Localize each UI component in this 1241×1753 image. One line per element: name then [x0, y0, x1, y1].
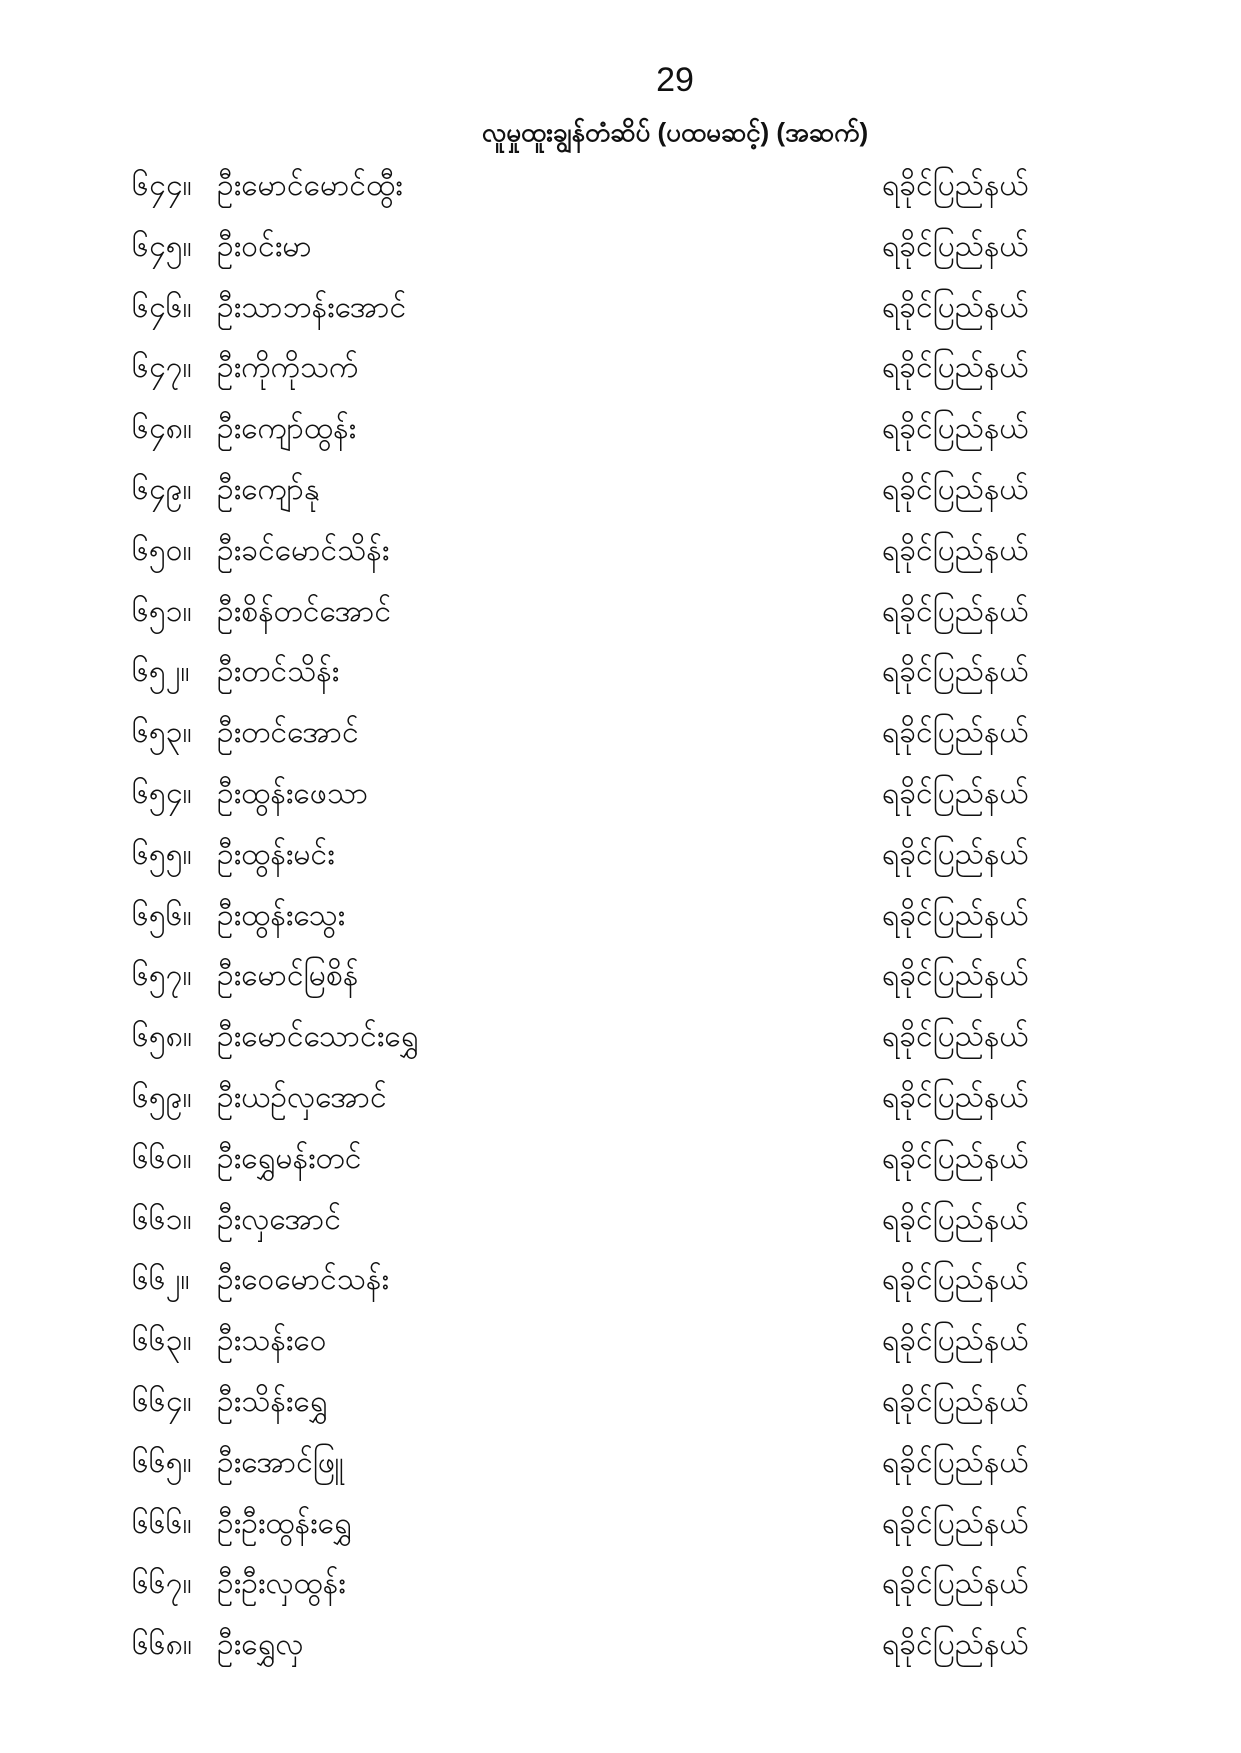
recipient-name: ဦးမောင်မြစိန်: [217, 959, 359, 993]
list-item: [0, 467, 1241, 519]
recipient-region: ရခိုင်ပြည်နယ်: [882, 655, 1029, 689]
entry-number: ၆၆၃။: [132, 1324, 192, 1358]
list-item: [0, 589, 1241, 641]
recipient-name: ဦးဦးလှထွန်း: [217, 1567, 346, 1601]
recipient-name: ဦးသာဘန်းအောင်: [217, 290, 407, 324]
recipient-region: ရခိုင်ပြည်နယ်: [882, 1263, 1029, 1297]
list-item: [0, 1014, 1241, 1066]
recipient-name: ဦးခင်မောင်သိန်း: [217, 533, 390, 567]
recipient-name: ဦးယဉ်လှအောင်: [217, 1081, 387, 1114]
recipient-region: ရခိုင်ပြည်နယ်: [882, 716, 1029, 750]
document-title: လူမှုထူးချွန်တံဆိပ် (ပထမဆင့်) (အဆက်): [481, 117, 869, 147]
list-item: [0, 953, 1241, 1005]
recipient-region: ရခိုင်ပြည်နယ်: [882, 837, 1029, 871]
recipient-region: ရခိုင်ပြည်နယ်: [882, 290, 1029, 324]
entry-number: ၆၄၅။: [132, 229, 192, 263]
recipient-name: ဦးထွန်းမင်း: [217, 837, 335, 871]
recipient-region: ရခိုင်ပြည်နယ်: [882, 777, 1029, 810]
entry-number: ၆၆၄။: [132, 1385, 192, 1418]
list-item: [0, 1136, 1241, 1188]
recipient-name: ဦးစိန်တင်အောင်: [217, 594, 392, 628]
page-number: 29: [656, 61, 694, 99]
list-item: [0, 1501, 1241, 1553]
entry-number: ၆၆၆။: [132, 1506, 192, 1540]
recipient-name: ဦးမောင်မောင်ထွီး: [217, 169, 403, 202]
entry-number: ၆၅၅။: [132, 837, 192, 871]
entry-number: ၆၆၂။: [132, 1263, 190, 1297]
recipient-region: ရခိုင်ပြည်နယ်: [882, 959, 1029, 993]
entry-number: ၆၅၆။: [132, 898, 192, 932]
entry-number: ၆၆၈။: [132, 1628, 192, 1662]
list-item: [0, 406, 1241, 458]
recipient-region: ရခိုင်ပြည်နယ်: [882, 229, 1029, 263]
list-item: [0, 771, 1241, 823]
list-item: [0, 649, 1241, 701]
recipient-name: ဦးအောင်ဖြူ: [217, 1445, 344, 1479]
recipient-region: ရခိုင်ပြည်နယ်: [882, 594, 1029, 628]
entry-number: ၆၅၈။: [132, 1020, 192, 1054]
recipient-region: ရခိုင်ပြည်နယ်: [882, 1324, 1029, 1358]
list-item: [0, 1257, 1241, 1309]
recipient-name: ဦးလှအောင်: [217, 1202, 342, 1236]
entry-number: ၆၆၀။: [132, 1141, 192, 1175]
recipient-region: ရခိုင်ပြည်နယ်: [882, 1081, 1029, 1114]
recipient-region: ရခိုင်ပြည်နယ်: [882, 169, 1029, 202]
recipient-region: ရခိုင်ပြည်နယ်: [882, 1020, 1029, 1054]
list-item: [0, 1440, 1241, 1492]
list-item: [0, 1622, 1241, 1674]
list-item: [0, 1561, 1241, 1613]
recipient-region: ရခိုင်ပြည်နယ်: [882, 1506, 1029, 1540]
entry-number: ၆၄၄။: [132, 169, 192, 202]
recipient-name: ဦးတင်အောင်: [217, 716, 359, 750]
recipient-name: ဦးရွှေမန်းတင်: [217, 1141, 362, 1175]
recipient-name: ဦးဝင်းမာ: [217, 229, 312, 263]
list-item: [0, 163, 1241, 215]
entry-number: ၆၄၆။: [132, 290, 192, 324]
entry-number: ၆၄၇။: [132, 351, 192, 385]
recipient-name: ဦးဝေမောင်သန်း: [217, 1263, 389, 1297]
recipient-name: ဦးကျော်ထွန်း: [217, 412, 357, 446]
recipient-name: ဦးကျော်နု: [217, 473, 320, 506]
recipient-name: ဦးရွှေလှ: [217, 1628, 304, 1662]
recipient-name: ဦးတင်သိန်း: [217, 655, 340, 689]
entry-number: ၆၅၇။: [132, 959, 192, 993]
recipient-region: ရခိုင်ပြည်နယ်: [882, 473, 1029, 506]
entry-number: ၆၅၄။: [132, 777, 192, 810]
entry-number: ၆၆၅။: [132, 1445, 192, 1479]
entry-number: ၆၅၉။: [132, 1081, 192, 1114]
entry-number: ၆၅၃။: [132, 716, 192, 750]
recipient-region: ရခိုင်ပြည်နယ်: [882, 898, 1029, 932]
recipient-name: ဦးဦးထွန်းရွှေ: [217, 1506, 352, 1540]
entry-number: ၆၆၇။: [132, 1567, 192, 1601]
list-item: [0, 832, 1241, 884]
list-item: [0, 1075, 1241, 1127]
list-item: [0, 345, 1241, 397]
recipient-region: ရခိုင်ပြည်နယ်: [882, 1385, 1029, 1418]
recipient-name: ဦးသန်းဝေ: [217, 1324, 327, 1358]
recipient-name: ဦးမောင်သောင်းရွှေ: [217, 1020, 419, 1054]
list-item: [0, 224, 1241, 276]
recipient-region: ရခိုင်ပြည်နယ်: [882, 1202, 1029, 1236]
recipient-region: ရခိုင်ပြည်နယ်: [882, 1141, 1029, 1175]
list-item: [0, 285, 1241, 337]
entry-number: ၆၄၈။: [132, 412, 192, 446]
recipient-name: ဦးကိုကိုသက်: [217, 351, 359, 385]
recipient-region: ရခိုင်ပြည်နယ်: [882, 1567, 1029, 1601]
list-item: [0, 893, 1241, 945]
recipient-region: ရခိုင်ပြည်နယ်: [882, 1445, 1029, 1479]
list-item: [0, 528, 1241, 580]
entry-number: ၆၆၁။: [132, 1202, 192, 1236]
list-item: [0, 1197, 1241, 1249]
entry-number: ၆၅၂။: [132, 655, 190, 689]
list-item: [0, 710, 1241, 762]
entry-number: ၆၅၁။: [132, 594, 192, 628]
recipient-region: ရခိုင်ပြည်နယ်: [882, 533, 1029, 567]
list-item: [0, 1318, 1241, 1370]
recipient-region: ရခိုင်ပြည်နယ်: [882, 351, 1029, 385]
entry-number: ၆၅၀။: [132, 533, 192, 567]
recipient-name: ဦးထွန်းဖေသာ: [217, 777, 369, 810]
list-item: [0, 1379, 1241, 1431]
recipient-region: ရခိုင်ပြည်နယ်: [882, 1628, 1029, 1662]
recipient-name: ဦးသိန်းရွှေ: [217, 1385, 328, 1418]
entry-number: ၆၄၉။: [132, 473, 192, 506]
recipient-region: ရခိုင်ပြည်နယ်: [882, 412, 1029, 446]
recipient-name: ဦးထွန်းသွေး: [217, 898, 346, 932]
